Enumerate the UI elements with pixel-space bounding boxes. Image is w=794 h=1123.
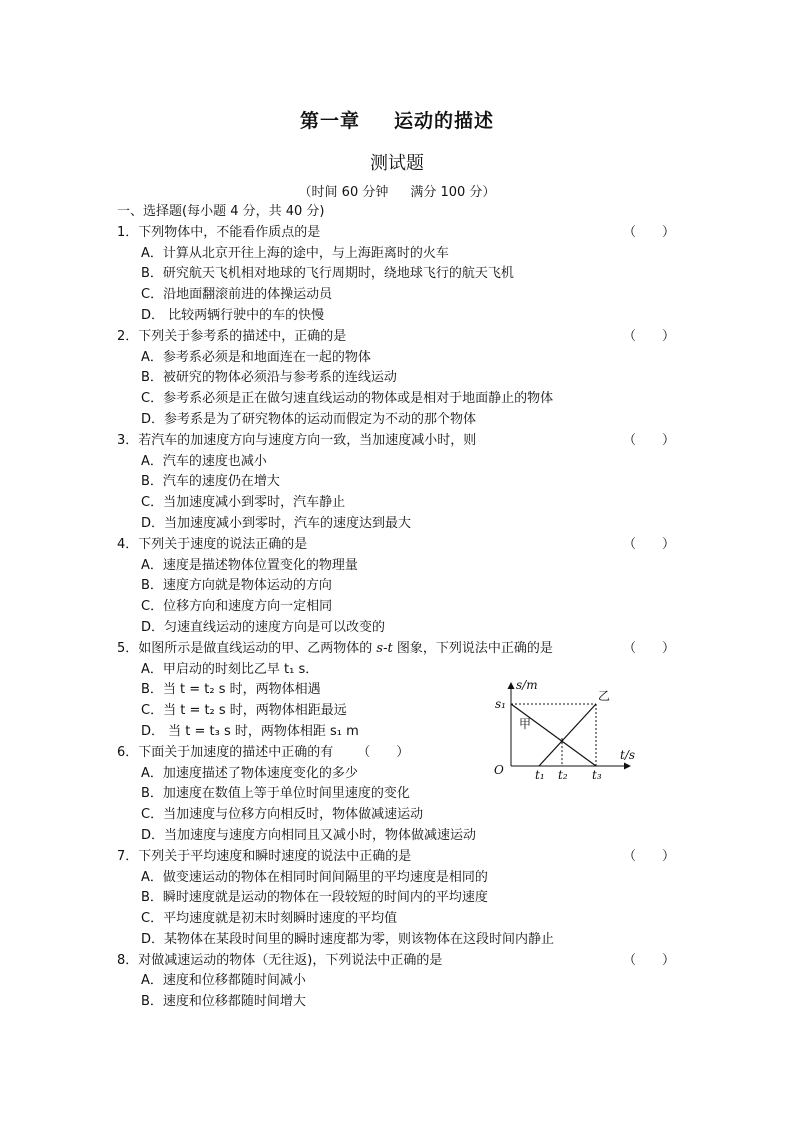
answer-blank[interactable]: （ ） (623, 848, 676, 864)
option-8b: B．速度和位移都随时间增大 (141, 994, 306, 1010)
question-stem: 1．下列物体中，不能看作质点的是 (117, 224, 321, 240)
answer-blank[interactable]: （ ） (623, 536, 676, 552)
option-3c: C．当加速度减小到零时，汽车静止 (141, 495, 346, 511)
x-axis-label: t/s (620, 748, 636, 762)
page-title (0, 106, 794, 133)
question-list (117, 202, 677, 1013)
option-4b: B．速度方向就是物体运动的方向 (141, 578, 332, 594)
option-5d: D． 当 t = t₃ s 时，两物体相距 s₁ m (141, 723, 359, 739)
option-1c: C．沿地面翻滚前进的体操运动员 (141, 287, 333, 303)
series-jia-line (511, 704, 596, 766)
answer-blank[interactable]: （ ） (623, 640, 676, 656)
option-8a: A．速度和位移都随时间减小 (141, 973, 306, 989)
option-6a: A．加速度描述了物体速度变化的多少 (141, 765, 358, 781)
question-stem: 3．若汽车的加速度方向与速度方向一致，当加速度减小时，则 (117, 432, 477, 448)
option-1a: A．计算从北京开往上海的途中，与上海距离时的火车 (141, 245, 449, 261)
exam-meta (0, 181, 794, 200)
option-7b: B．瞬时速度就是运动的物体在一段较短的时间内的平均速度 (141, 890, 488, 906)
y-axis-label: s/m (516, 678, 538, 692)
question-7 (117, 847, 677, 868)
option-3d: D．当加速度减小到零时，汽车的速度达到最大 (141, 515, 412, 531)
option-1b: B．研究航天飞机相对地球的飞行周期时，绕地球飞行的航天飞机 (141, 266, 514, 282)
option-5a: A．甲启动的时刻比乙早 t₁ s． (141, 661, 319, 677)
question-stem: 7．下列关于平均速度和瞬时速度的说法中正确的是 (117, 848, 412, 864)
option-2d: D．参考系是为了研究物体的运动而假定为不动的那个物体 (141, 411, 477, 427)
exam-time: （时间 60 分钟 (298, 185, 389, 200)
question-2 (117, 327, 677, 348)
y-tick-s1: s₁ (495, 697, 506, 711)
option-7c: C．平均速度就是初末时刻瞬时速度的平均值 (141, 911, 398, 927)
option-6b: B．加速度在数值上等于单位时间里速度的变化 (141, 786, 410, 802)
x-tick-t3: t₃ (592, 768, 602, 782)
option-3a: A．汽车的速度也减小 (141, 453, 267, 469)
exam-score: 满分 100 分） (410, 185, 496, 200)
series-yi-line (539, 704, 596, 766)
question-4 (117, 535, 677, 556)
chapter-number: 第一章 (299, 110, 360, 132)
question-stem-post: 图象，下列说法中正确的是 (392, 640, 553, 656)
origin-label: O (494, 763, 504, 777)
question-3 (117, 431, 677, 452)
answer-blank[interactable]: （ ） (623, 328, 676, 344)
question-stem-pre: 5．如图所示是做直线运动的甲、乙两物体的 (117, 640, 377, 656)
option-4a: A．速度是描述物体位置变化的物理量 (141, 557, 358, 573)
page-subtitle: 测试题 (370, 153, 424, 174)
x-tick-t2: t₂ (558, 768, 568, 782)
option-4d: D．匀速直线运动的速度方向是可以改变的 (141, 619, 386, 635)
option-2b: B．被研究的物体必须沿与参考系的连线运动 (141, 370, 397, 386)
st-graph (490, 677, 640, 782)
answer-blank[interactable]: （ ） (623, 224, 676, 240)
answer-blank[interactable]: （ ） (357, 744, 410, 760)
question-stem: 6．下面关于加速度的描述中正确的有 (117, 744, 334, 760)
series-jia-label: 甲 (519, 717, 532, 731)
question-1 (117, 223, 677, 244)
option-5b: B．当 t = t₂ s 时，两物体相遇 (141, 682, 321, 698)
option-6c: C．当加速度与位移方向相反时，物体做减速运动 (141, 807, 424, 823)
option-4c: C．位移方向和速度方向一定相同 (141, 599, 333, 615)
series-yi-label: 乙 (598, 689, 611, 703)
question-stem: 2．下列关于参考系的描述中，正确的是 (117, 328, 347, 344)
question-8 (117, 951, 677, 972)
answer-blank[interactable]: （ ） (623, 952, 676, 968)
question-stem-var: s-t (376, 640, 393, 656)
option-2a: A．参考系必须是和地面连在一起的物体 (141, 349, 371, 365)
option-6d: D．当加速度与速度方向相同且又减小时，物体做减速运动 (141, 827, 477, 843)
question-stem: 4．下列关于速度的说法正确的是 (117, 536, 308, 552)
section-heading: 一、选择题(每小题 4 分，共 40 分) (117, 204, 325, 219)
answer-blank[interactable]: （ ） (623, 432, 676, 448)
option-7a: A．做变速运动的物体在相同时间间隔里的平均速度是相同的 (141, 869, 488, 885)
question-5 (117, 639, 677, 660)
x-tick-t1: t₁ (535, 768, 545, 782)
option-5c: C．当 t = t₂ s 时，两物体相距最远 (141, 703, 347, 719)
option-3b: B．汽车的速度仍在增大 (141, 474, 280, 490)
option-7d: D．某物体在某段时间里的瞬时速度都为零，则该物体在这段时间内静止 (141, 931, 555, 947)
option-2c: C．参考系必须是正在做匀速直线运动的物体或是相对于地面静止的物体 (141, 391, 554, 407)
question-stem: 8．对做减速运动的物体（无往返)，下列说法中正确的是 (117, 952, 443, 968)
option-1d: D． 比较两辆行驶中的车的快慢 (141, 307, 325, 323)
chapter-topic: 运动的描述 (394, 110, 495, 132)
